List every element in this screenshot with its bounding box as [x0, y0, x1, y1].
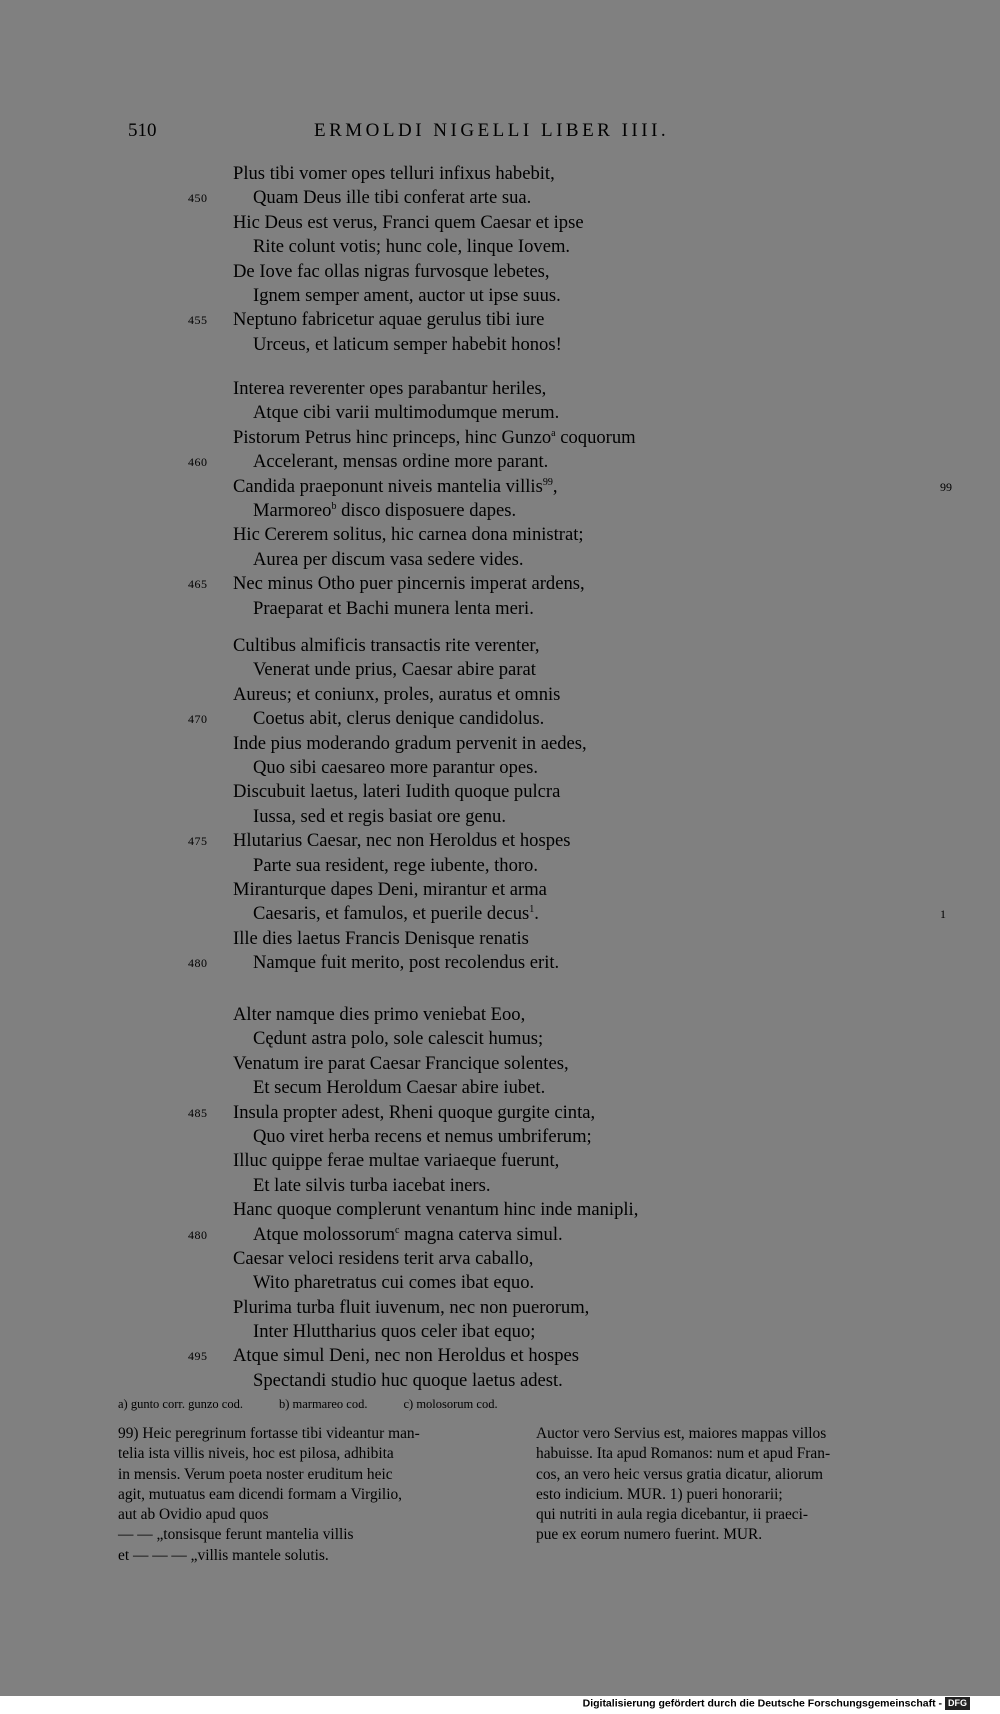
verse-text: [233, 732, 587, 756]
funding-credit: [583, 1697, 970, 1710]
verse-text: [233, 683, 560, 707]
verse-text-main: Et late silvis turba iacebat iners.: [253, 1174, 491, 1196]
footnote-line: habuisse. Ita apud Romanos: num et apud Fran-: [536, 1445, 831, 1463]
verse-text-main: Ignem semper ament, auctor ut ipse suus.: [253, 284, 561, 306]
footnote-line: pue ex eorum numero fuerint. MUR.: [536, 1526, 763, 1544]
footnote-line: qui nutriti in aula regia dicebantur, ii praeci-: [536, 1506, 809, 1524]
verse-line: [0, 780, 1000, 804]
verse-text-main: Illuc quippe ferae multae variaeque fuerunt,: [233, 1150, 560, 1172]
note-marker: b: [331, 500, 337, 512]
note-marker: 1: [529, 904, 535, 916]
verse-text: [233, 260, 550, 284]
stanza: [0, 1003, 1000, 1393]
verse-text: [253, 902, 539, 926]
line-number: 475: [188, 834, 208, 849]
verse-line: [0, 235, 1000, 259]
verse-text-main: Atque cibi varii multimodumque merum.: [253, 402, 560, 424]
verse-line: [0, 260, 1000, 284]
verse-text: [233, 1149, 559, 1173]
verse-text: [253, 186, 531, 210]
verse-text: [233, 1003, 525, 1027]
verse-line: [0, 597, 1000, 621]
line-number: 480: [188, 956, 208, 971]
verse-text-tail: ,: [552, 475, 558, 497]
verse-text: [253, 284, 561, 308]
verse-text-main: Ille dies laetus Francis Denisque renatis: [233, 927, 529, 949]
stanza: [0, 377, 1000, 621]
footnote-line: 99) Heic peregrinum fortasse tibi videantur man-: [118, 1425, 420, 1442]
footnote-line: Auctor vero Servius est, maiores mappas villos: [536, 1425, 827, 1442]
verse-text-main: Hic Cererem solitus, hic carnea dona ministrat;: [233, 524, 584, 546]
verse-line: [0, 499, 1000, 523]
verse-line: [0, 333, 1000, 357]
verse-line: [0, 634, 1000, 658]
margin-note-ref: 1: [940, 907, 946, 922]
verse-line: [0, 683, 1000, 707]
verse-text-main: Wito pharetratus cui comes ibat equo.: [253, 1272, 535, 1294]
verse-text: [233, 572, 585, 596]
verse-text: [253, 805, 506, 829]
verse-text-main: Rite colunt votis; hunc cole, linque Iovem.: [253, 236, 571, 258]
verse-line: [0, 805, 1000, 829]
verse-line: [0, 1003, 1000, 1027]
verse-text-main: Atque molossorum: [253, 1223, 396, 1245]
line-number: 465: [188, 577, 208, 592]
footnote-line: in mensis. Verum poeta noster eruditum heic: [118, 1465, 393, 1483]
verse-text-main: Aureus; et coniunx, proles, auratus et omnis: [233, 683, 561, 705]
verse-text: [233, 426, 636, 450]
verse-text: [233, 1052, 569, 1076]
verse-text-main: Hanc quoque complerunt venantum hinc inde manipli,: [233, 1199, 639, 1221]
verse-line: [0, 1149, 1000, 1173]
verse-line: [0, 548, 1000, 572]
verse-text-main: Cultibus almificis transactis rite verenter,: [233, 635, 540, 656]
verse-text-main: Inter Hluttharius quos celer ibat equo;: [253, 1321, 536, 1343]
verse-text: [253, 707, 544, 731]
verse-text: [253, 1076, 545, 1100]
verse-text: [233, 523, 584, 547]
verse-line: [0, 1247, 1000, 1271]
verse-text-main: Namque fuit merito, post recolendus erit.: [253, 952, 560, 974]
verse-line: [0, 658, 1000, 682]
verse-text: [233, 829, 570, 853]
verse-text: [253, 1320, 535, 1344]
dfg-logo: DFG: [945, 1697, 970, 1710]
note-marker: c: [395, 1224, 400, 1236]
verse-text-main: Accelerant, mensas ordine more parant.: [253, 451, 549, 473]
funding-credit-text: Digitalisierung gefördert durch die Deutsche Forschungsgemeinschaft -: [582, 1697, 942, 1710]
verse-text-main: Iussa, sed et regis basiat ore genu.: [253, 805, 507, 827]
footnote-line: — — „tonsisque ferunt mantelia villis: [118, 1526, 354, 1544]
verse-text: [253, 756, 538, 780]
verse-line: [0, 308, 1000, 332]
verse-line: [0, 523, 1000, 547]
verse-line: [0, 162, 1000, 186]
verse-line: [0, 854, 1000, 878]
verse-line: [0, 211, 1000, 235]
verse-text: [233, 211, 584, 235]
verse-text: [253, 951, 559, 975]
line-number: 495: [188, 1349, 208, 1364]
verse-text: [253, 1125, 592, 1149]
page-number: 510: [128, 120, 157, 141]
verse-line: [0, 401, 1000, 425]
verse-text: [253, 1223, 563, 1247]
critical-note: b) marmareo cod.: [278, 1397, 368, 1411]
verse-text-main: Pistorum Petrus hinc princeps, hinc Gunzo: [233, 426, 552, 448]
verse-text-tail: magna caterva simul.: [399, 1223, 563, 1245]
verse-text-main: Quo sibi caesareo more parantur opes.: [253, 756, 538, 778]
verse-text: [253, 854, 538, 878]
verse-text-main: Interea reverenter opes parabantur heriles,: [233, 378, 547, 399]
verse-text: [233, 1198, 638, 1222]
verse-text-main: Insula propter adest, Rheni quoque gurgite cinta,: [233, 1101, 596, 1123]
verse-line: [0, 1027, 1000, 1051]
critical-note: c) molosorum cod.: [403, 1397, 498, 1411]
verse-text-main: Neptuno fabricetur aquae gerulus tibi iure: [233, 309, 545, 331]
verse-text: [253, 1027, 543, 1051]
verse-text: [233, 878, 547, 902]
verse-line: [0, 475, 1000, 499]
verse-text: [253, 1369, 563, 1393]
footnote-line: telia ista villis niveis, hoc est pilosa, adhibita: [118, 1445, 394, 1463]
note-marker: a: [551, 427, 556, 439]
verse-text-main: Urceus, et laticum semper habebit honos!: [253, 333, 562, 355]
verse-text: [233, 1247, 533, 1271]
footnote-line: cos, an vero heic versus gratia dicatur, aliorum: [536, 1465, 823, 1483]
footnote-left-column: [118, 1424, 420, 1566]
verse-text: [253, 658, 536, 682]
verse-line: [0, 756, 1000, 780]
verse-text: [233, 377, 546, 401]
verse-line: [0, 732, 1000, 756]
footnote-line: esto indicium. MUR. 1) pueri honorarii;: [536, 1485, 783, 1503]
verse-text: [233, 1296, 589, 1320]
verse-text-main: Caesaris, et famulos, et puerile decus: [253, 903, 530, 925]
verse-line: [0, 450, 1000, 474]
verse-text-tail: .: [534, 903, 539, 925]
line-number: 460: [188, 455, 208, 470]
verse-line: [0, 572, 1000, 596]
verse-text-main: Quo viret herba recens et nemus umbriferum;: [253, 1125, 592, 1147]
verse-text: [233, 475, 558, 499]
verse-text-main: Aurea per discum vasa sedere vides.: [253, 548, 524, 570]
verse-text-main: Quam Deus ille tibi conferat arte sua.: [253, 187, 532, 209]
verse-line: [0, 426, 1000, 450]
verse-text-main: Et secum Heroldum Caesar abire iubet.: [253, 1077, 546, 1099]
verse-text: [253, 450, 548, 474]
verse-text-main: Hlutarius Caesar, nec non Heroldus et hospes: [233, 830, 571, 852]
verse-line: [0, 927, 1000, 951]
verse-text-main: De Iove fac ollas nigras furvosque lebetes,: [233, 260, 550, 282]
verse-line: [0, 186, 1000, 210]
verse-text-main: Atque simul Deni, nec non Heroldus et hospes: [233, 1345, 579, 1367]
verse-text: [253, 235, 570, 259]
verse-line: [0, 707, 1000, 731]
running-title: ERMOLDI NIGELLI LIBER IIII.: [314, 120, 670, 141]
verse-line: [0, 1271, 1000, 1295]
verse-text: [233, 308, 544, 332]
verse-line: [0, 951, 1000, 975]
critical-note: a) gunto corr. gunzo cod.: [118, 1397, 243, 1411]
verse-text-tail: coquorum: [555, 426, 636, 448]
verse-text-main: Candida praeponunt niveis mantelia villis: [233, 475, 543, 497]
line-number: 450: [188, 191, 208, 206]
page-header: [128, 120, 758, 150]
verse-text: [253, 597, 534, 621]
stanza: [0, 634, 1000, 975]
verse-line: [0, 1320, 1000, 1344]
footnote-line: agit, mutuatus eam dicendi formam a Virgilio,: [118, 1485, 403, 1503]
critical-apparatus: [118, 1397, 534, 1412]
verse-text-main: Inde pius moderando gradum pervenit in aedes,: [233, 732, 587, 754]
verse-line: [0, 878, 1000, 902]
verse-text: [233, 780, 560, 804]
verse-line: [0, 1174, 1000, 1198]
verse-line: [0, 1052, 1000, 1076]
line-number: 485: [188, 1105, 208, 1120]
verse-line: [0, 1198, 1000, 1222]
verse-text: [233, 927, 529, 951]
verse-line: [0, 902, 1000, 926]
line-number: 470: [188, 712, 208, 727]
verse-line: [0, 1125, 1000, 1149]
verse-text: [253, 401, 559, 425]
verse-text-main: Caesar veloci residens terit arva caballo,: [233, 1247, 534, 1269]
verse-text: [253, 548, 524, 572]
verse-line: [0, 1296, 1000, 1320]
verse-text-main: Praeparat et Bachi munera lenta meri.: [253, 597, 534, 619]
verse-text-main: Parte sua resident, rege iubente, thoro.: [253, 854, 539, 876]
verse-text: [253, 1271, 534, 1295]
verse-text-main: Plurima turba fluit iuvenum, nec non puerorum,: [233, 1296, 590, 1318]
verse-line: [0, 1223, 1000, 1247]
verse-line: [0, 1101, 1000, 1125]
footnote-right-column: [536, 1424, 830, 1546]
verse-text-main: Alter namque dies primo veniebat Eoo,: [233, 1004, 526, 1025]
verse-text-main: Miranturque dapes Deni, mirantur et arma: [233, 878, 547, 900]
verse-text: [233, 1101, 595, 1125]
verse-line: [0, 829, 1000, 853]
verse-text-main: Discubuit laetus, lateri Iudith quoque pulcra: [233, 781, 561, 803]
margin-note-ref: 99: [940, 479, 952, 494]
verse-text: [233, 162, 555, 186]
verse-line: [0, 1344, 1000, 1368]
note-marker: 99: [542, 476, 553, 488]
verse-text-main: Coetus abit, clerus denique candidolus.: [253, 708, 545, 730]
verse-text: [233, 634, 539, 658]
stanza: [0, 162, 1000, 357]
verse-text: [233, 1344, 579, 1368]
footnote-line: et — — — „villis mantele solutis.: [118, 1546, 329, 1564]
verse-text: [253, 333, 562, 357]
verse-text-main: Venerat unde prius, Caesar abire parat: [253, 659, 536, 681]
verse-text-tail: disco disposuere dapes.: [336, 499, 517, 521]
verse-line: [0, 1369, 1000, 1393]
verse-text-main: Marmoreo: [253, 499, 332, 521]
verse-line: [0, 284, 1000, 308]
verse-text-main: Plus tibi vomer opes telluri infixus habebit,: [233, 163, 555, 184]
line-number: 455: [188, 313, 208, 328]
line-number: 480: [188, 1227, 208, 1242]
verse-text-main: Nec minus Otho puer pincernis imperat ardens,: [233, 573, 585, 595]
verse-text-main: Spectandi studio huc quoque laetus adest.: [253, 1369, 563, 1391]
verse-line: [0, 377, 1000, 401]
verse-text: [253, 499, 516, 523]
verse-text-main: Cędunt astra polo, sole calescit humus;: [253, 1028, 544, 1050]
verse-text-main: Venatum ire parat Caesar Francique solentes,: [233, 1052, 569, 1074]
verse-text-main: Hic Deus est verus, Franci quem Caesar et ipse: [233, 211, 584, 233]
footnote-line: aut ab Ovidio apud quos: [118, 1506, 269, 1524]
verse-line: [0, 1076, 1000, 1100]
verse-text: [253, 1174, 491, 1198]
